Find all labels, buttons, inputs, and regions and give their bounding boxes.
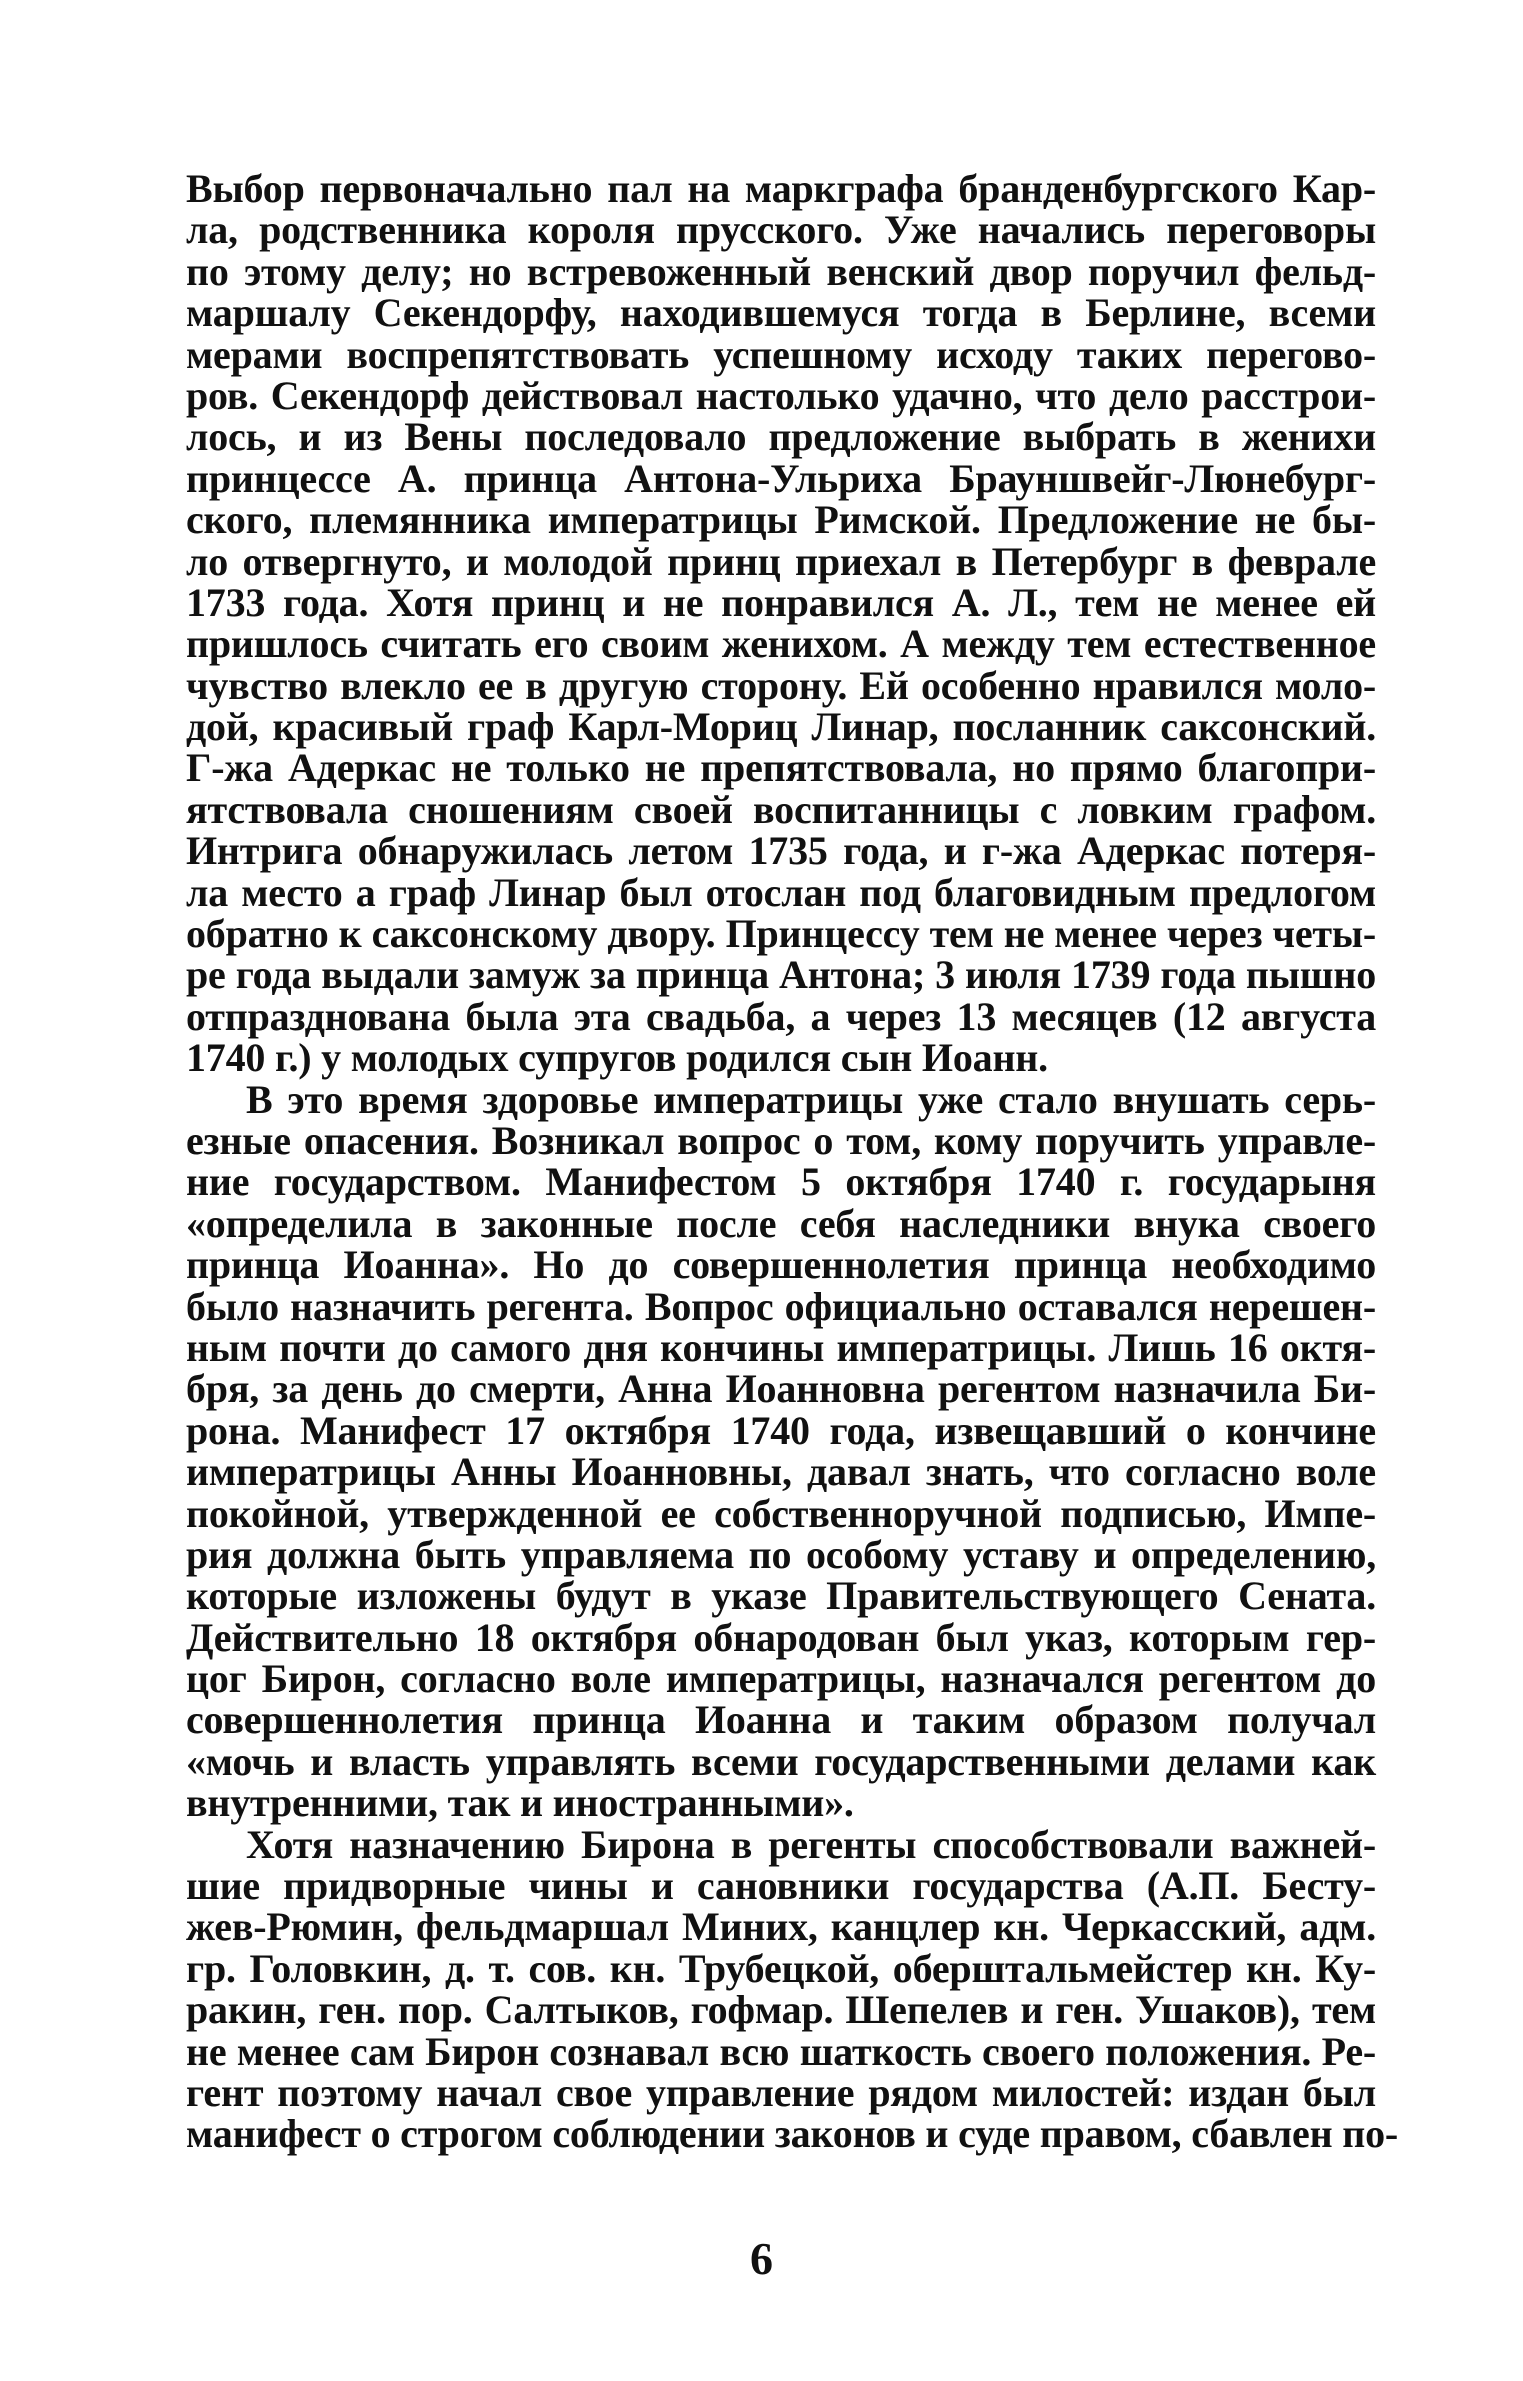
text-line: ло отвергнуто, и молодой принц приехал в Петербург в феврале <box>186 538 1376 584</box>
text-line: лось, и из Вены последовало предложение выбрать в женихи <box>186 414 1376 460</box>
text-line: цог Бирон, согласно воле императрицы, назначался регентом до <box>186 1656 1376 1702</box>
text-line: шие придворные чины и сановники государства (А.П. Бесту- <box>186 1863 1376 1909</box>
text-line: жев-Рюмин, фельдмаршал Миних, канцлер кн. Черкасский, адм. <box>186 1904 1376 1950</box>
text-line: ракин, ген. пор. Салтыков, гофмар. Шепелев и ген. Ушаков), тем <box>186 1987 1376 2033</box>
text-line: дой, красивый граф Карл-Мориц Линар, посланник саксонский. <box>186 704 1376 750</box>
text-line: Г-жа Адеркас не только не препятствовала, но прямо благопри- <box>186 745 1376 791</box>
paragraph <box>186 1821 1399 2157</box>
text-line: Интрига обнаружилась летом 1735 года, и г-жа Адеркас потеря- <box>186 828 1376 874</box>
text-line: 1733 года. Хотя принц и не понравился А. Л., тем не менее ей <box>186 579 1376 625</box>
text-line: по этому делу; но встревоженный венский двор поручил фельд- <box>186 248 1376 294</box>
text-line: принцессе А. принца Антона-Ульриха Брауншвейг-Люнебург- <box>186 455 1376 501</box>
text-line: ла, родственника короля прусского. Уже начались переговоры <box>186 207 1376 253</box>
text-line: гент поэтому начал свое управление рядом милостей: издан был <box>186 2069 1376 2115</box>
text-line: гр. Головкин, д. т. сов. кн. Трубецкой, оберштальмейстер кн. Ку- <box>186 1945 1376 1991</box>
text-line: «определила в законные после себя наследники внука своего <box>186 1200 1376 1246</box>
text-line: рона. Манифест 17 октября 1740 года, извещавший о кончине <box>186 1407 1376 1453</box>
text-line: не менее сам Бирон сознавал всю шаткость своего положения. Ре- <box>186 2028 1376 2074</box>
paragraph <box>186 168 1376 1079</box>
text-line: которые изложены будут в указе Правительствующего Сената. <box>186 1573 1376 1619</box>
text-line: манифест о строгом соблюдении законов и суде правом, сбавлен по- <box>186 2111 1399 2157</box>
text-line: чувство влекло ее в другую сторону. Ей особенно нравился моло- <box>186 662 1376 708</box>
body-text <box>186 166 1399 2157</box>
text-line: бря, за день до смерти, Анна Иоанновна регентом назначила Би- <box>186 1366 1376 1412</box>
text-line: маршалу Секендорфу, находившемуся тогда в Берлине, всеми <box>186 290 1376 336</box>
paragraph <box>186 1076 1376 1826</box>
page-number: 6 <box>750 2233 773 2284</box>
text-line: езные опасения. Возникал вопрос о том, кому поручить управле- <box>186 1117 1376 1163</box>
text-line: Действительно 18 октября обнародован был указ, которым гер- <box>186 1614 1376 1660</box>
text-line: Выбор первоначально пал на маркграфа бранденбургского Кар- <box>186 166 1376 211</box>
text-line: ров. Секендорф действовал настолько удачно, что дело расстрои- <box>186 372 1376 418</box>
text-line: императрицы Анны Иоанновны, давал знать, что согласно воле <box>186 1449 1376 1495</box>
text-line: покойной, утвержденной ее собственноручной подписью, Импе- <box>186 1490 1376 1536</box>
text-line: обратно к саксонскому двору. Принцессу тем не менее через четы- <box>186 911 1376 957</box>
text-line: 1740 г.) у молодых супругов родился сын Иоанн. <box>186 1035 1048 1081</box>
text-line: принца Иоанна». Но до совершеннолетия принца необходимо <box>186 1242 1376 1288</box>
text-line: мерами воспрепятствовать успешному исходу таких перегово- <box>186 331 1376 377</box>
text-line: было назначить регента. Вопрос официально оставался нерешен- <box>186 1283 1376 1329</box>
text-line: ным почти до самого дня кончины императрицы. Лишь 16 октя- <box>186 1324 1376 1370</box>
text-line: В это время здоровье императрицы уже стало внушать серь- <box>246 1076 1376 1122</box>
text-line: ятствовала сношениям своей воспитанницы с ловким графом. <box>186 786 1376 832</box>
text-line: «мочь и власть управлять всеми государственными делами как <box>186 1738 1376 1784</box>
text-line: внутренними, так и иностранными». <box>186 1780 854 1826</box>
text-line: пришлось считать его своим женихом. А между тем естественное <box>186 621 1376 667</box>
text-line: Хотя назначению Бирона в регенты способствовали важней- <box>246 1821 1376 1867</box>
text-line: отпразднована была эта свадьба, а через 13 месяцев (12 августа <box>186 993 1376 1039</box>
text-line: ла место а граф Линар был отослан под благовидным предлогом <box>186 869 1376 915</box>
text-line: рия должна быть управляема по особому уставу и определению, <box>186 1531 1376 1577</box>
text-line: ского, племянника императрицы Римской. Предложение не бы- <box>186 497 1376 543</box>
text-line: ре года выдали замуж за принца Антона; 3 июля 1739 года пышно <box>186 952 1376 998</box>
text-line: совершеннолетия принца Иоанна и таким образом получал <box>186 1697 1376 1743</box>
text-line: ние государством. Манифестом 5 октября 1740 г. государыня <box>186 1159 1376 1205</box>
